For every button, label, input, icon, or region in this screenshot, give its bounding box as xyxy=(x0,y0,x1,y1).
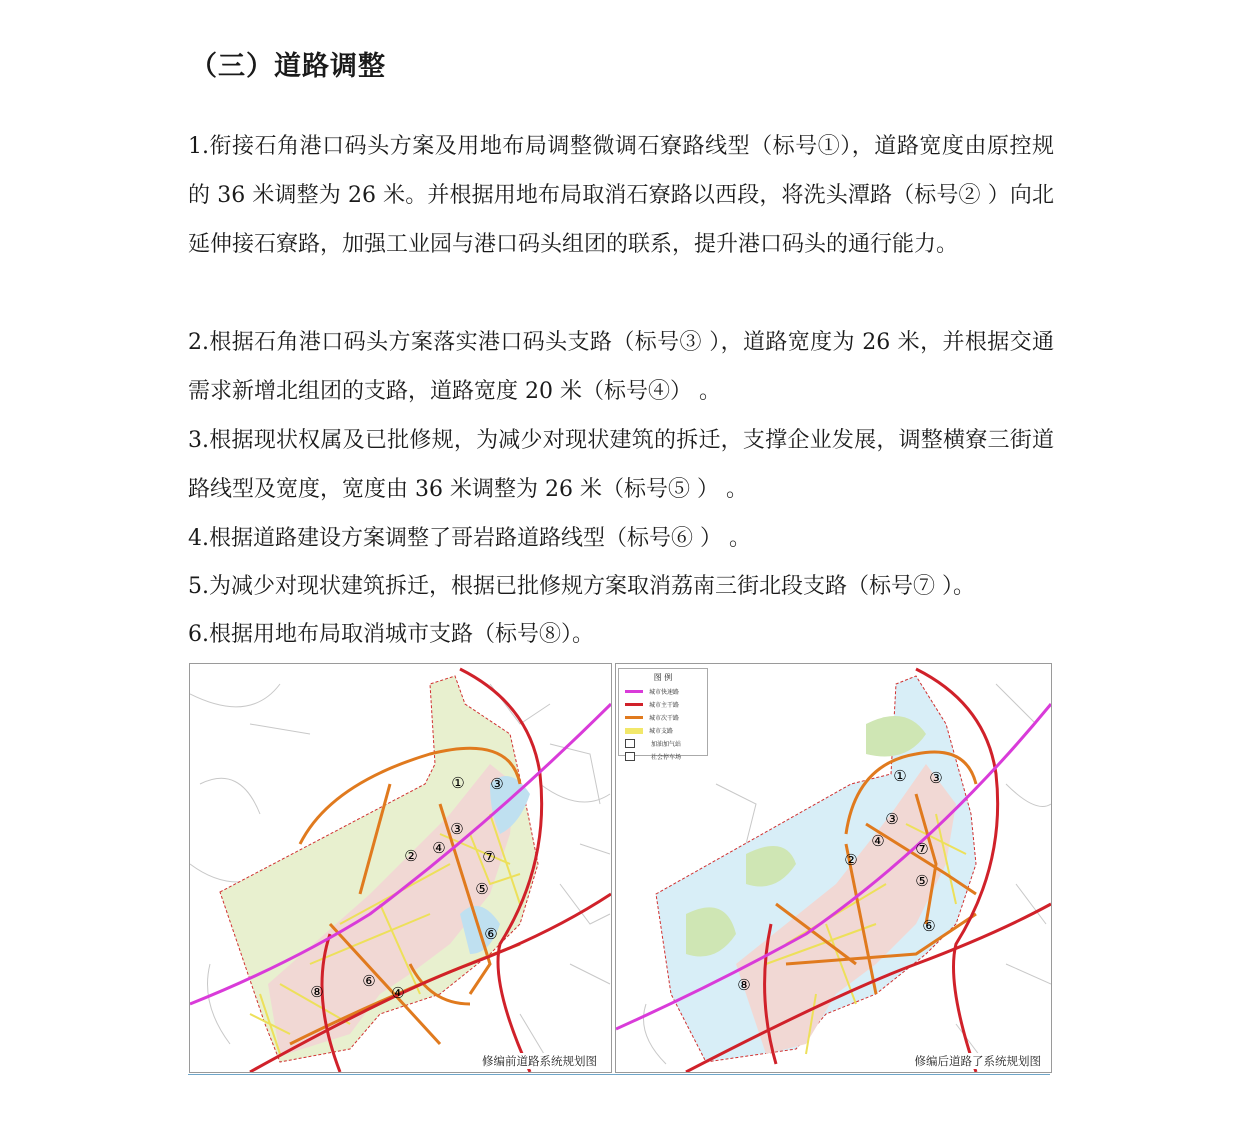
map-after-marker-4: ④ xyxy=(871,832,885,850)
map-after-marker-3b: ③ xyxy=(885,810,899,828)
map-before-marker-8: ⑧ xyxy=(310,983,324,1001)
legend-label: 城市次干路 xyxy=(649,715,680,722)
map-after-marker-5: ⑤ xyxy=(915,872,929,890)
legend-item-expressway xyxy=(619,685,707,698)
paragraph-4: 4.根据道路建设方案调整了哥岩路道路线型（标号⑥ ） 。 xyxy=(188,526,751,551)
map-after-marker-7: ⑦ xyxy=(915,840,929,858)
map-after-marker-6: ⑥ xyxy=(922,917,936,935)
map-after-marker-3a: ③ xyxy=(929,769,943,787)
map-before-marker-4a: ④ xyxy=(432,839,446,857)
map-before-marker-7: ⑦ xyxy=(482,848,496,866)
map-before-marker-3a: ③ xyxy=(490,775,504,793)
map-after-marker-2: ② xyxy=(844,851,858,869)
section-heading: （三）道路调整 xyxy=(190,51,386,82)
map-before-marker-5: ⑤ xyxy=(475,880,489,898)
map-legend xyxy=(618,668,708,761)
paragraph-5: 5.为减少对现状建筑拆迁，根据已批修规方案取消荔南三街北段支路（标号⑦ ）。 xyxy=(188,574,975,599)
map-before-marker-6b: ⑥ xyxy=(362,972,376,990)
map-before-marker-2: ② xyxy=(404,847,418,865)
legend-title: 图 例 xyxy=(653,673,673,682)
paragraph-2: 2.根据石角港口码头方案落实港口码头支路（标号③ ），道路宽度为 26 米，并根据交通需求新增北组团的支路，道路宽度 20 米（标号④） 。 xyxy=(188,330,1054,404)
map-before-revision xyxy=(189,663,612,1073)
legend-label: 加油加气站 xyxy=(651,741,682,748)
paragraph-1: 1.衔接石角港口码头方案及用地布局调整微调石寮路线型（标号①），道路宽度由原控规的 36 米调整为 26 米。并根据用地布局取消石寮路以西段，将洗头潭路（标号② ）向北延伸接石寮路，加强工业园与港口码头组团的联系，提升港口码头的通行能力。 xyxy=(188,134,1054,257)
legend-item-secondary xyxy=(619,711,707,724)
legend-label: 城市支路 xyxy=(649,728,674,735)
map-after-caption: 修编后道路了系统规划图 xyxy=(914,1054,1041,1068)
legend-label: 城市主干路 xyxy=(649,702,680,709)
map-after-revision xyxy=(615,663,1052,1073)
map-before-marker-3b: ③ xyxy=(450,820,464,838)
legend-label: 社会停车场 xyxy=(651,754,682,761)
map-before-marker-6a: ⑥ xyxy=(484,925,498,943)
legend-item-parking xyxy=(619,750,707,763)
paragraph-3: 3.根据现状权属及已批修规，为减少对现状建筑的拆迁，支撑企业发展，调整横寮三街道路线型及宽度，宽度由 36 米调整为 26 米（标号⑤ ） 。 xyxy=(188,428,1054,502)
bottom-divider xyxy=(188,1074,1050,1075)
legend-item-primary xyxy=(619,698,707,711)
legend-item-local xyxy=(619,724,707,737)
map-after-marker-8: ⑧ xyxy=(737,976,751,994)
map-before-marker-4b: ④ xyxy=(391,984,405,1002)
map-after-marker-1: ① xyxy=(893,767,907,785)
legend-label: 城市快速路 xyxy=(649,689,680,696)
map-before-marker-1: ① xyxy=(451,774,465,792)
legend-item-gas-station xyxy=(619,737,707,750)
paragraph-6: 6.根据用地布局取消城市支路（标号⑧）。 xyxy=(188,622,594,647)
map-before-caption: 修编前道路系统规划图 xyxy=(482,1054,597,1068)
map-before-drawing xyxy=(190,664,611,1072)
